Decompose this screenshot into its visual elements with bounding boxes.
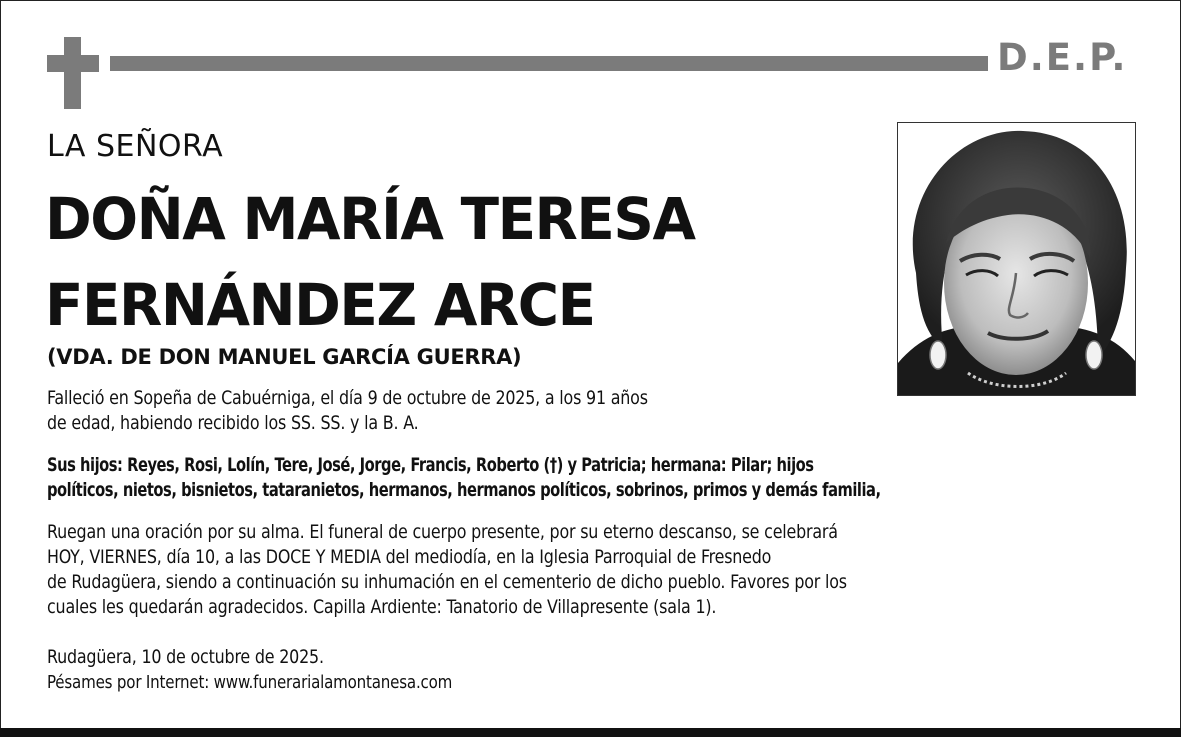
widow-of: (VDA. DE DON MANUEL GARCÍA GUERRA): [47, 345, 522, 369]
death-paragraph: [47, 386, 847, 436]
dep-label: D.E.P.: [997, 36, 1128, 79]
funeral-line-2: HOY, VIERNES, día 10, a las DOCE Y MEDIA del mediodía, en la Iglesia Parroquial de Fresnedo: [47, 546, 772, 568]
name-line-1: DOÑA MARÍA TERESA: [45, 185, 695, 253]
deceased-name: [45, 176, 695, 348]
funeral-line-4: cuales les quedarán agradecidos. Capilla Ardiente: Tanatorio de Villapresente (sala 1).: [47, 596, 717, 618]
header-rule: [110, 56, 988, 71]
funeral-line-3: de Rudagüera, siendo a continuación su inhumación en el cementerio de dicho pueblo. Favores por los: [47, 571, 847, 593]
closing-paragraph: [47, 645, 847, 695]
portrait-photo: [897, 122, 1136, 396]
family-line-1: Sus hijos: Reyes, Rosi, Lolín, Tere, José, Jorge, Francis, Roberto (†) y Patricia; hermana: Pilar; hijos: [47, 454, 814, 476]
latin-cross-icon: [47, 37, 99, 109]
death-line-2: de edad, habiendo recibido los SS. SS. y la B. A.: [47, 412, 419, 434]
name-line-2: FERNÁNDEZ ARCE: [45, 271, 595, 339]
bottom-border: [0, 728, 1181, 737]
family-paragraph: [47, 453, 1167, 503]
funeral-line-1: Ruegan una oración por su alma. El funeral de cuerpo presente, por su eterno descanso, se celebrará: [47, 521, 838, 543]
funeral-paragraph: [47, 520, 1167, 620]
place-date: Rudagüera, 10 de octubre de 2025.: [47, 646, 324, 668]
death-line-1: Falleció en Sopeña de Cabuérniga, el día 9 de octubre de 2025, a los 91 años: [47, 387, 648, 409]
family-line-2: políticos, nietos, bisnietos, tataranietos, hermanos, hermanos políticos, sobrinos, primos y demás familia,: [47, 479, 881, 501]
title-prefix: LA SEÑORA: [47, 129, 224, 164]
condolences-line: Pésames por Internet: www.funerarialamontanesa.com: [47, 672, 453, 693]
